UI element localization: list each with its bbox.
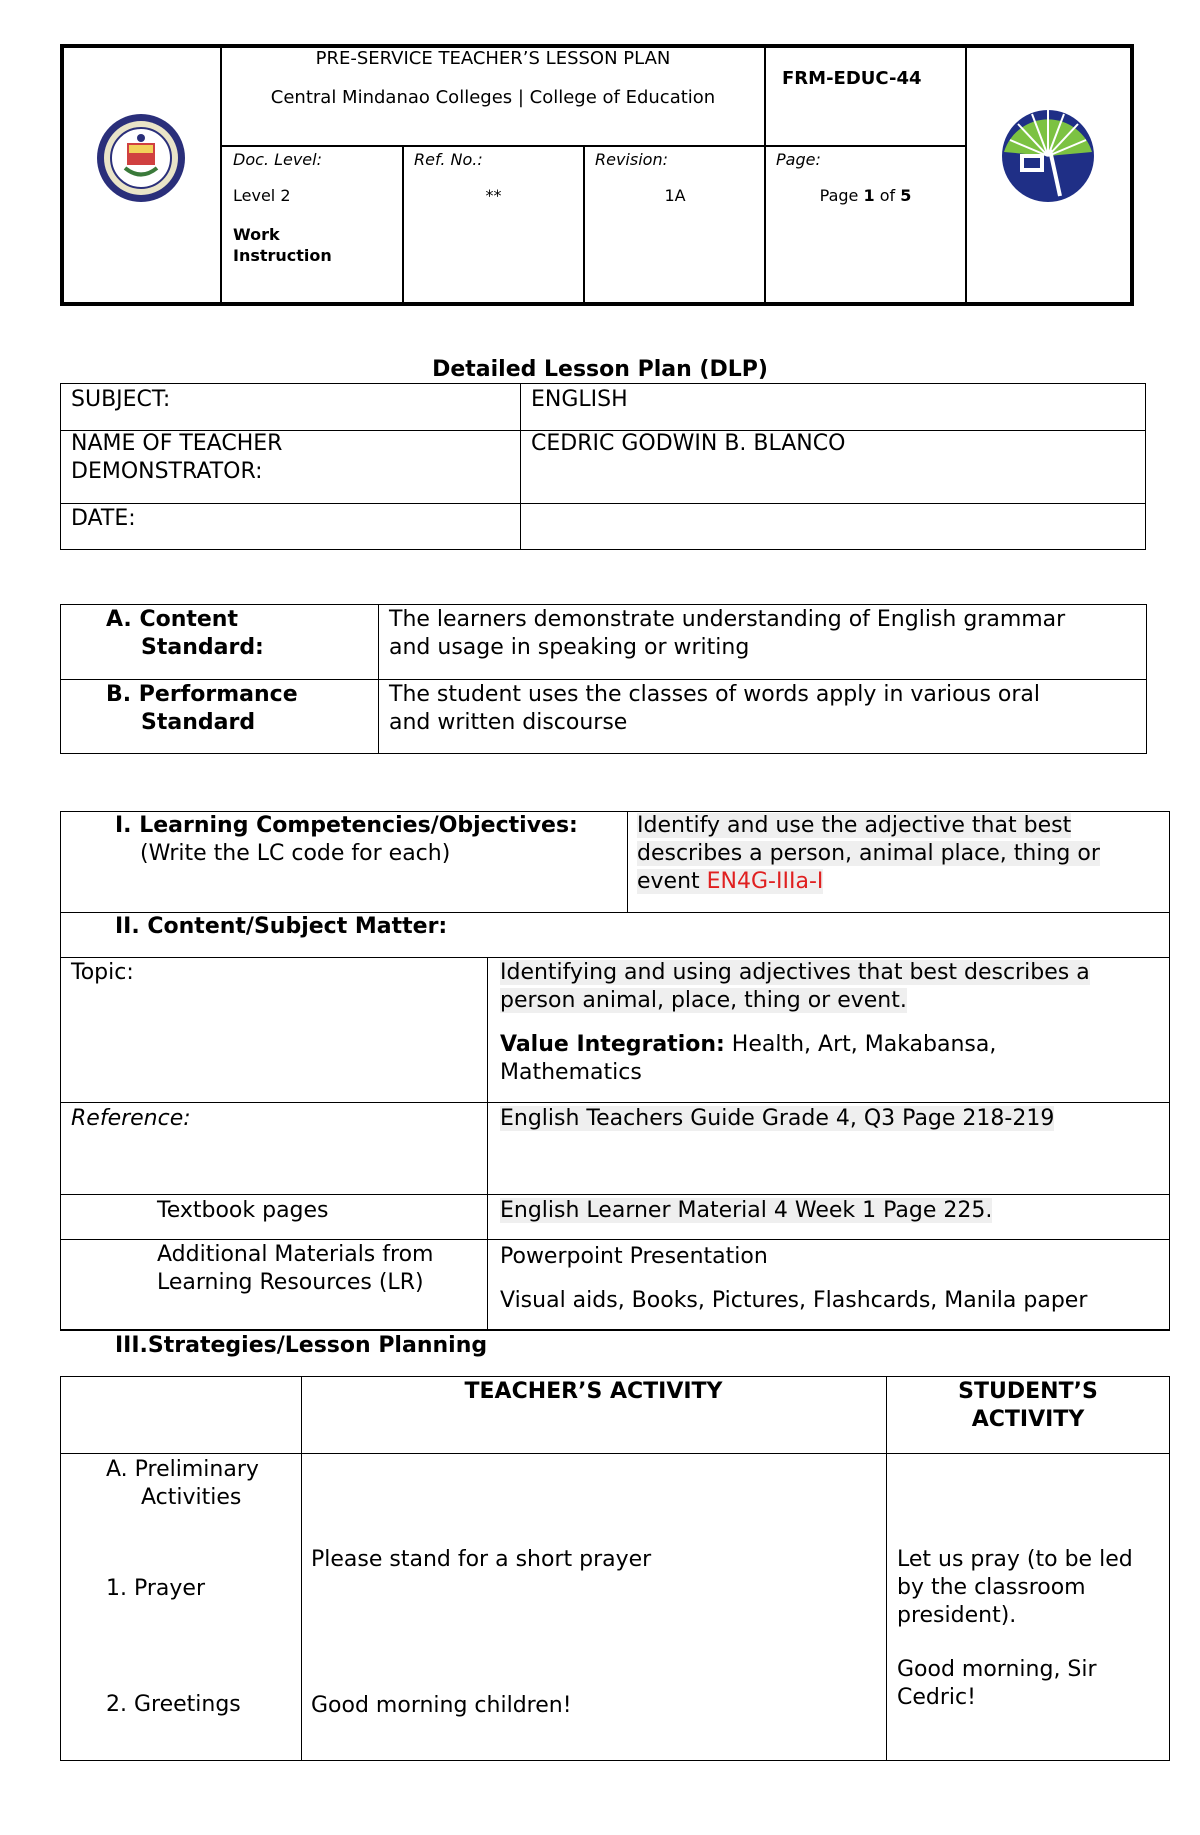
performance-standard-label-1: B. Performance bbox=[106, 682, 298, 707]
header-inner-vline-3 bbox=[965, 44, 967, 306]
college-of-education-logo bbox=[998, 100, 1098, 204]
teacher-label-line1: NAME OF TEACHER bbox=[71, 431, 283, 456]
doc-level-value: Level 2 bbox=[233, 186, 291, 205]
prayer-label: 1. Prayer bbox=[106, 1576, 205, 1601]
page-prefix: Page bbox=[819, 186, 864, 205]
page-number bbox=[766, 186, 965, 205]
reference-text-span: English Teachers Guide Grade 4, Q3 Page 218-219 bbox=[500, 1106, 1055, 1131]
content-standard-label-2: Standard: bbox=[141, 635, 264, 660]
performance-standard-label-2: Standard bbox=[141, 710, 256, 735]
content-standard-label-1: A. Content bbox=[106, 607, 238, 632]
materials-label-1: Additional Materials from bbox=[157, 1242, 434, 1267]
form-code: FRM-EDUC-44 bbox=[782, 68, 922, 89]
dlp-title: Detailed Lesson Plan (DLP) bbox=[432, 357, 768, 382]
competencies-sub: (Write the LC code for each) bbox=[140, 841, 451, 866]
greetings-teacher-activity: Good morning children! bbox=[311, 1693, 572, 1718]
value-integration-text-2: Mathematics bbox=[500, 1060, 642, 1085]
topic-text-1 bbox=[500, 958, 1090, 987]
topic-text-2 bbox=[500, 986, 907, 1015]
greetings-student-activity-1: Good morning, Sir bbox=[897, 1657, 1097, 1682]
header-inner-vline-4 bbox=[402, 145, 404, 306]
topic-text-2-span: person animal, place, thing or event. bbox=[500, 988, 907, 1013]
header-inner-vline-5 bbox=[583, 145, 585, 306]
competencies-text-3 bbox=[637, 867, 823, 896]
page-total: 5 bbox=[900, 186, 912, 205]
doc-level-label: Doc. Level: bbox=[233, 150, 322, 169]
textbook-label: Textbook pages bbox=[157, 1198, 329, 1223]
reference-label: Reference: bbox=[71, 1106, 191, 1131]
header-inner-vline-2 bbox=[764, 44, 766, 146]
content-standard-text-1: The learners demonstrate understanding of English grammar bbox=[389, 607, 1066, 632]
activity-header-line bbox=[60, 1453, 1170, 1454]
performance-standard-text-2: and written discourse bbox=[389, 710, 628, 735]
college-seal-logo bbox=[95, 113, 187, 203]
plan-line-4 bbox=[60, 1194, 1170, 1195]
activity-divider-1 bbox=[301, 1376, 302, 1761]
ref-no-label: Ref. No.: bbox=[414, 150, 483, 169]
institution-name: Central Mindanao Colleges | College of Education bbox=[270, 87, 716, 108]
ref-no-value: ** bbox=[485, 186, 502, 205]
teacher-label-line2: DEMONSTRATOR: bbox=[71, 459, 263, 484]
topic-text-1-span: Identifying and using adjectives that best describes a bbox=[500, 960, 1090, 985]
competencies-text-1-span: Identify and use the adjective that best bbox=[637, 813, 1072, 838]
competencies-label: I. Learning Competencies/Objectives: bbox=[115, 813, 578, 838]
teacher-activity-header: TEACHER’S ACTIVITY bbox=[464, 1379, 723, 1404]
competencies-text-1 bbox=[637, 811, 1071, 840]
subject-label: SUBJECT: bbox=[71, 387, 171, 412]
page-of: of bbox=[874, 186, 901, 205]
topic-label: Topic: bbox=[71, 960, 134, 985]
date-label: DATE: bbox=[71, 506, 136, 531]
revision-label: Revision: bbox=[595, 150, 668, 169]
materials-text-1: Powerpoint Presentation bbox=[500, 1244, 768, 1269]
prayer-student-activity-2: by the classroom bbox=[897, 1575, 1086, 1600]
preliminary-label-2: Activities bbox=[141, 1485, 242, 1510]
info-table-divider bbox=[520, 383, 521, 550]
form-title: PRE-SERVICE TEACHER’S LESSON PLAN bbox=[315, 48, 671, 69]
content-standard-text-2: and usage in speaking or writing bbox=[389, 635, 750, 660]
plan-line-3 bbox=[60, 1102, 1170, 1103]
prayer-teacher-activity: Please stand for a short prayer bbox=[311, 1547, 652, 1572]
doc-level-type: Work Instruction bbox=[233, 225, 332, 265]
value-integration-text-1: Health, Art, Makabansa, bbox=[724, 1032, 997, 1057]
strategies-heading: III.Strategies/Lesson Planning bbox=[115, 1333, 488, 1358]
header-inner-vline-6 bbox=[764, 145, 766, 306]
student-activity-header-2: ACTIVITY bbox=[971, 1407, 1085, 1432]
textbook-text-span: English Learner Material 4 Week 1 Page 225. bbox=[500, 1198, 993, 1223]
subject-value: ENGLISH bbox=[531, 387, 628, 412]
value-integration-label: Value Integration: bbox=[500, 1032, 725, 1057]
header-inner-vline-1 bbox=[220, 44, 222, 306]
greetings-student-activity-2: Cedric! bbox=[897, 1685, 976, 1710]
value-integration bbox=[500, 1030, 996, 1059]
content-heading: II. Content/Subject Matter: bbox=[115, 914, 448, 939]
competencies-divider bbox=[627, 811, 628, 912]
student-activity-header-1: STUDENT’S bbox=[958, 1379, 1098, 1404]
performance-standard-text-1: The student uses the classes of words apply in various oral bbox=[389, 682, 1041, 707]
reference-text bbox=[500, 1104, 1054, 1133]
topic-divider bbox=[487, 957, 488, 1330]
textbook-text bbox=[500, 1196, 992, 1225]
materials-text-2: Visual aids, Books, Pictures, Flashcards, Manila paper bbox=[500, 1288, 1088, 1313]
revision-value: 1A bbox=[664, 186, 686, 205]
prayer-student-activity-1: Let us pray (to be led bbox=[897, 1547, 1133, 1572]
competencies-text-2-span: describes a person, animal place, thing or bbox=[637, 841, 1100, 866]
teacher-name: CEDRIC GODWIN B. BLANCO bbox=[531, 431, 846, 456]
greetings-label: 2. Greetings bbox=[106, 1692, 241, 1717]
competencies-text-2 bbox=[637, 839, 1100, 868]
materials-label-2: Learning Resources (LR) bbox=[157, 1270, 424, 1295]
preliminary-label-1: A. Preliminary bbox=[106, 1457, 259, 1482]
info-row-line-2 bbox=[60, 503, 1146, 504]
header-inner-hline bbox=[220, 145, 967, 147]
page-current: 1 bbox=[863, 186, 875, 205]
page-label: Page: bbox=[776, 150, 821, 169]
prayer-student-activity-3: president). bbox=[897, 1603, 1017, 1628]
competency-code: EN4G-IIIa-I bbox=[706, 869, 824, 894]
competencies-text-3-span: event bbox=[637, 869, 707, 894]
